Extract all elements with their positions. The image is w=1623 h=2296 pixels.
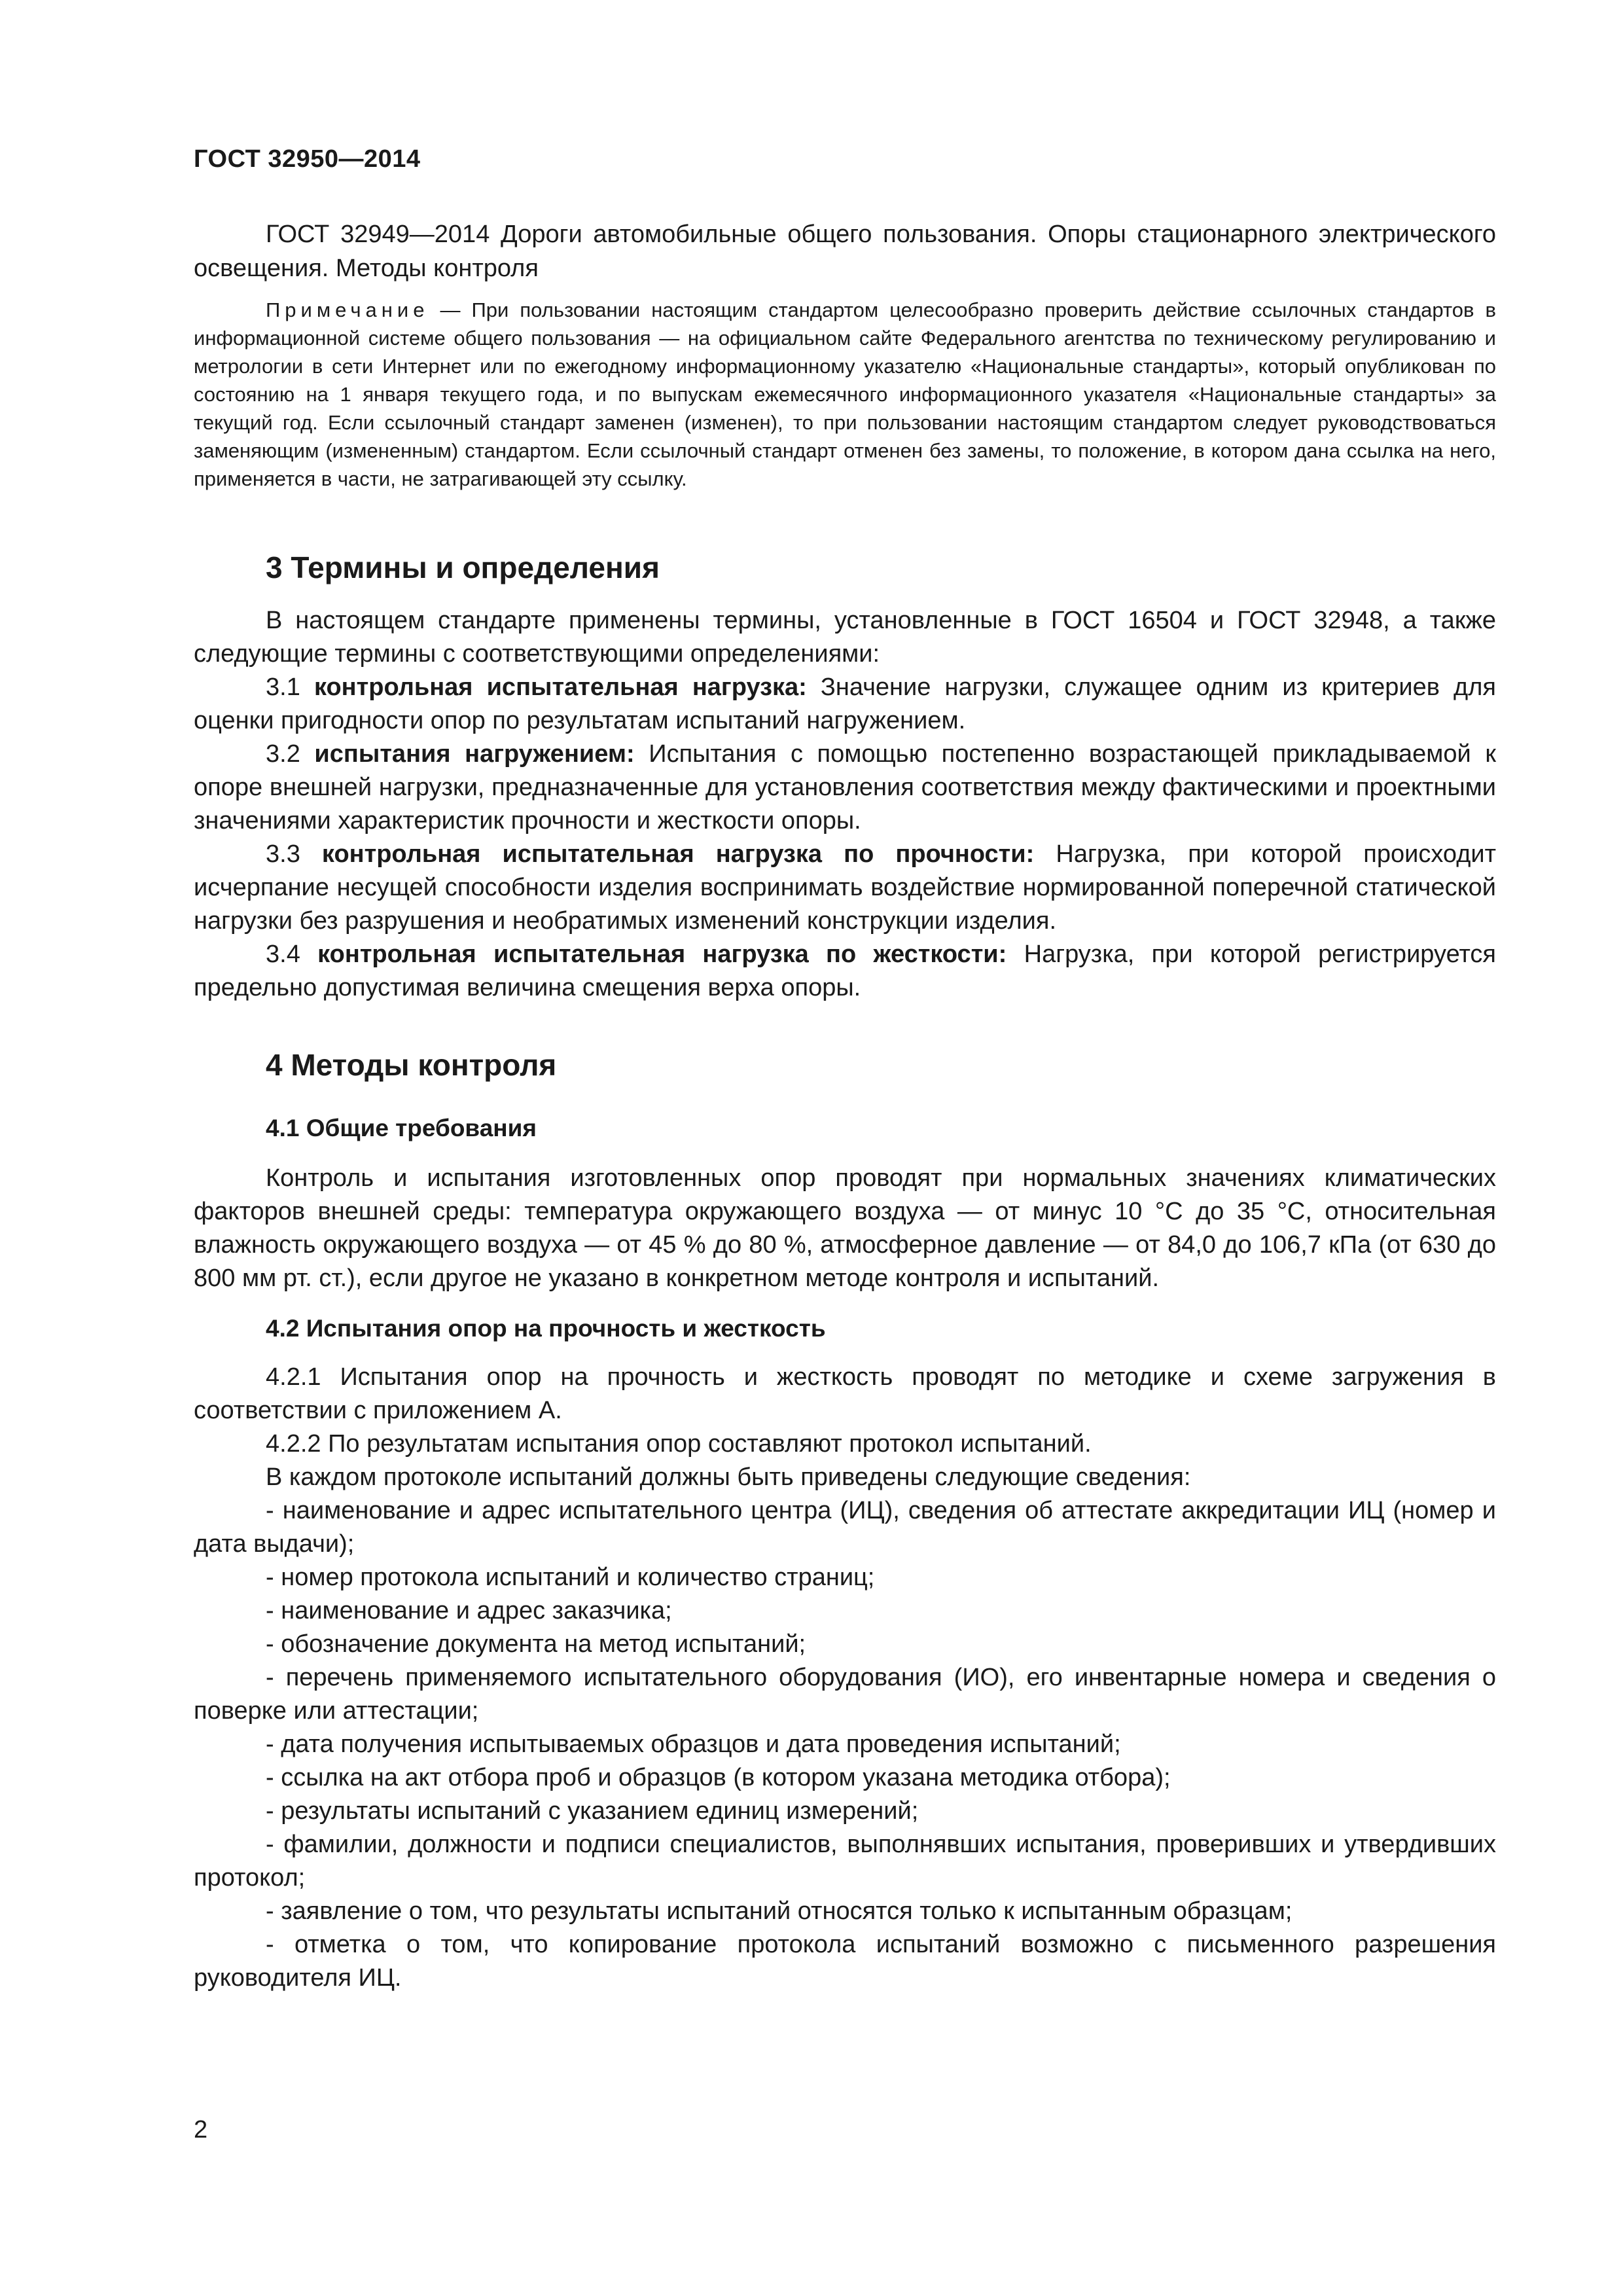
term-number: 3.2: [266, 740, 315, 768]
page-number: 2: [194, 2116, 208, 2144]
term-definition: Значение нагрузки, служащее одним из критериев для оценки пригодности опор по результатам испытаний нагружением.: [194, 673, 1496, 734]
document-code-header: ГОСТ 32950—2014: [194, 145, 421, 173]
section-4-title: 4 Методы контроля: [266, 1048, 557, 1082]
note-label: Примечание: [266, 298, 429, 321]
list-item: - дата получения испытываемых образцов и дата проведения испытаний;: [266, 1731, 1121, 1758]
term-name: контрольная испытательная нагрузка:: [313, 673, 807, 701]
list-item: - обозначение документа на метод испытаний;: [266, 1630, 806, 1658]
list-item: - наименование и адрес заказчика;: [266, 1597, 672, 1624]
term-3-4: [194, 938, 1496, 1005]
list-item: - номер протокола испытаний и количество страниц;: [266, 1564, 875, 1591]
term-definition: Испытания с помощью постепенно возрастающей прикладываемой к опоре внешней нагрузки, предназначенные для установления соответствия между фактическими и проектными значениями характеристик прочности и жесткости опоры.: [194, 740, 1496, 834]
list-item: - заявление о том, что результаты испытаний относятся только к испытанным образцам;: [266, 1897, 1293, 1925]
term-definition: Нагрузка, при которой происходит исчерпание несущей способности изделия воспринимать воздействие нормированной поперечной статической нагрузки без разрушения и необратимых изменений конструкции изделия.: [194, 840, 1497, 935]
paragraph-4-2-1: 4.2.1 Испытания опор на прочность и жесткость проводят по методике и схеме загружения в соответствии с приложением А.: [194, 1363, 1496, 1424]
term-3-2: [194, 738, 1496, 838]
protocol-list-intro: В каждом протоколе испытаний должны быть приведены следующие сведения:: [266, 1463, 1191, 1491]
term-number: 3.4: [266, 941, 318, 968]
section-3-title: 3 Термины и определения: [266, 550, 660, 584]
list-item: - наименование и адрес испытательного центра (ИЦ), сведения об аттестате аккредитации ИЦ (номер и дата выдачи);: [194, 1497, 1496, 1558]
note-text: — При пользовании настоящим стандартом целесообразно проверить действие ссылочных стандартов в информационной системе общего пользования — на официальном сайте Федерального агентства по техническому регулированию и метрологии в сети Интернет или по ежегодному информационному указателю «Национальные стандарты», который опубликован по состоянию на 1 января текущего года, и по выпускам ежемесячного информационного указателя «Национальные стандарты» за текущий год. Если ссылочный стандарт заменен (изменен), то при пользовании настоящим стандартом следует руководствоваться заменяющим (измененным) стандартом. Если ссылочный стандарт отменен без замены, то положение, в котором дана ссылка на него, применяется в части, не затрагивающей эту ссылку.: [194, 298, 1496, 490]
subsection-4-1-title: 4.1 Общие требования: [266, 1115, 537, 1141]
list-item: - фамилии, должности и подписи специалистов, выполнявших испытания, проверивших и утвердивших протокол;: [194, 1831, 1496, 1892]
term-definition: Нагрузка, при которой регистрируется предельно допустимая величина смещения верха опоры.: [194, 941, 1497, 1001]
list-item: - результаты испытаний с указанием единиц измерений;: [266, 1797, 919, 1825]
section-3-intro: В настоящем стандарте применены термины, установленные в ГОСТ 16504 и ГОСТ 32948, а также следующие термины с соответствующими определениями:: [194, 607, 1496, 668]
term-number: 3.1: [266, 673, 314, 701]
paragraph-4-2-2: 4.2.2 По результатам испытания опор составляют протокол испытаний.: [266, 1430, 1092, 1458]
term-number: 3.3: [266, 840, 322, 868]
term-name: испытания нагружением:: [314, 740, 635, 768]
term-3-3: [194, 838, 1496, 938]
term-3-1: [194, 671, 1496, 738]
page-content: [194, 217, 1496, 1995]
subsection-4-1-text: Контроль и испытания изготовленных опор проводят при нормальных значениях климатических факторов внешней среды: температура окружающего воздуха — от минус 10 °С до 35 °С, относительная влажность окружающего воздуха — от 45 % до 80 %, атмосферное давление — от 84,0 до 106,7 кПа (от 630 до 800 мм рт. ст.), если другое не указано в конкретном методе контроля и испытаний.: [194, 1164, 1496, 1292]
term-name: контрольная испытательная нагрузка по прочности:: [321, 840, 1035, 868]
list-item: - перечень применяемого испытательного оборудования (ИО), его инвентарные номера и сведения о поверке или аттестации;: [194, 1664, 1496, 1725]
reference-note: [194, 296, 1496, 493]
subsection-4-2-title: 4.2 Испытания опор на прочность и жесткость: [266, 1315, 826, 1342]
list-item: - отметка о том, что копирование протокола испытаний возможно с письменного разрешения руководителя ИЦ.: [194, 1931, 1496, 1992]
normative-reference: ГОСТ 32949—2014 Дороги автомобильные общего пользования. Опоры стационарного электрического освещения. Методы контроля: [194, 221, 1496, 282]
term-name: контрольная испытательная нагрузка по жесткости:: [317, 941, 1007, 968]
list-item: - ссылка на акт отбора проб и образцов (в котором указана методика отбора);: [266, 1764, 1171, 1791]
